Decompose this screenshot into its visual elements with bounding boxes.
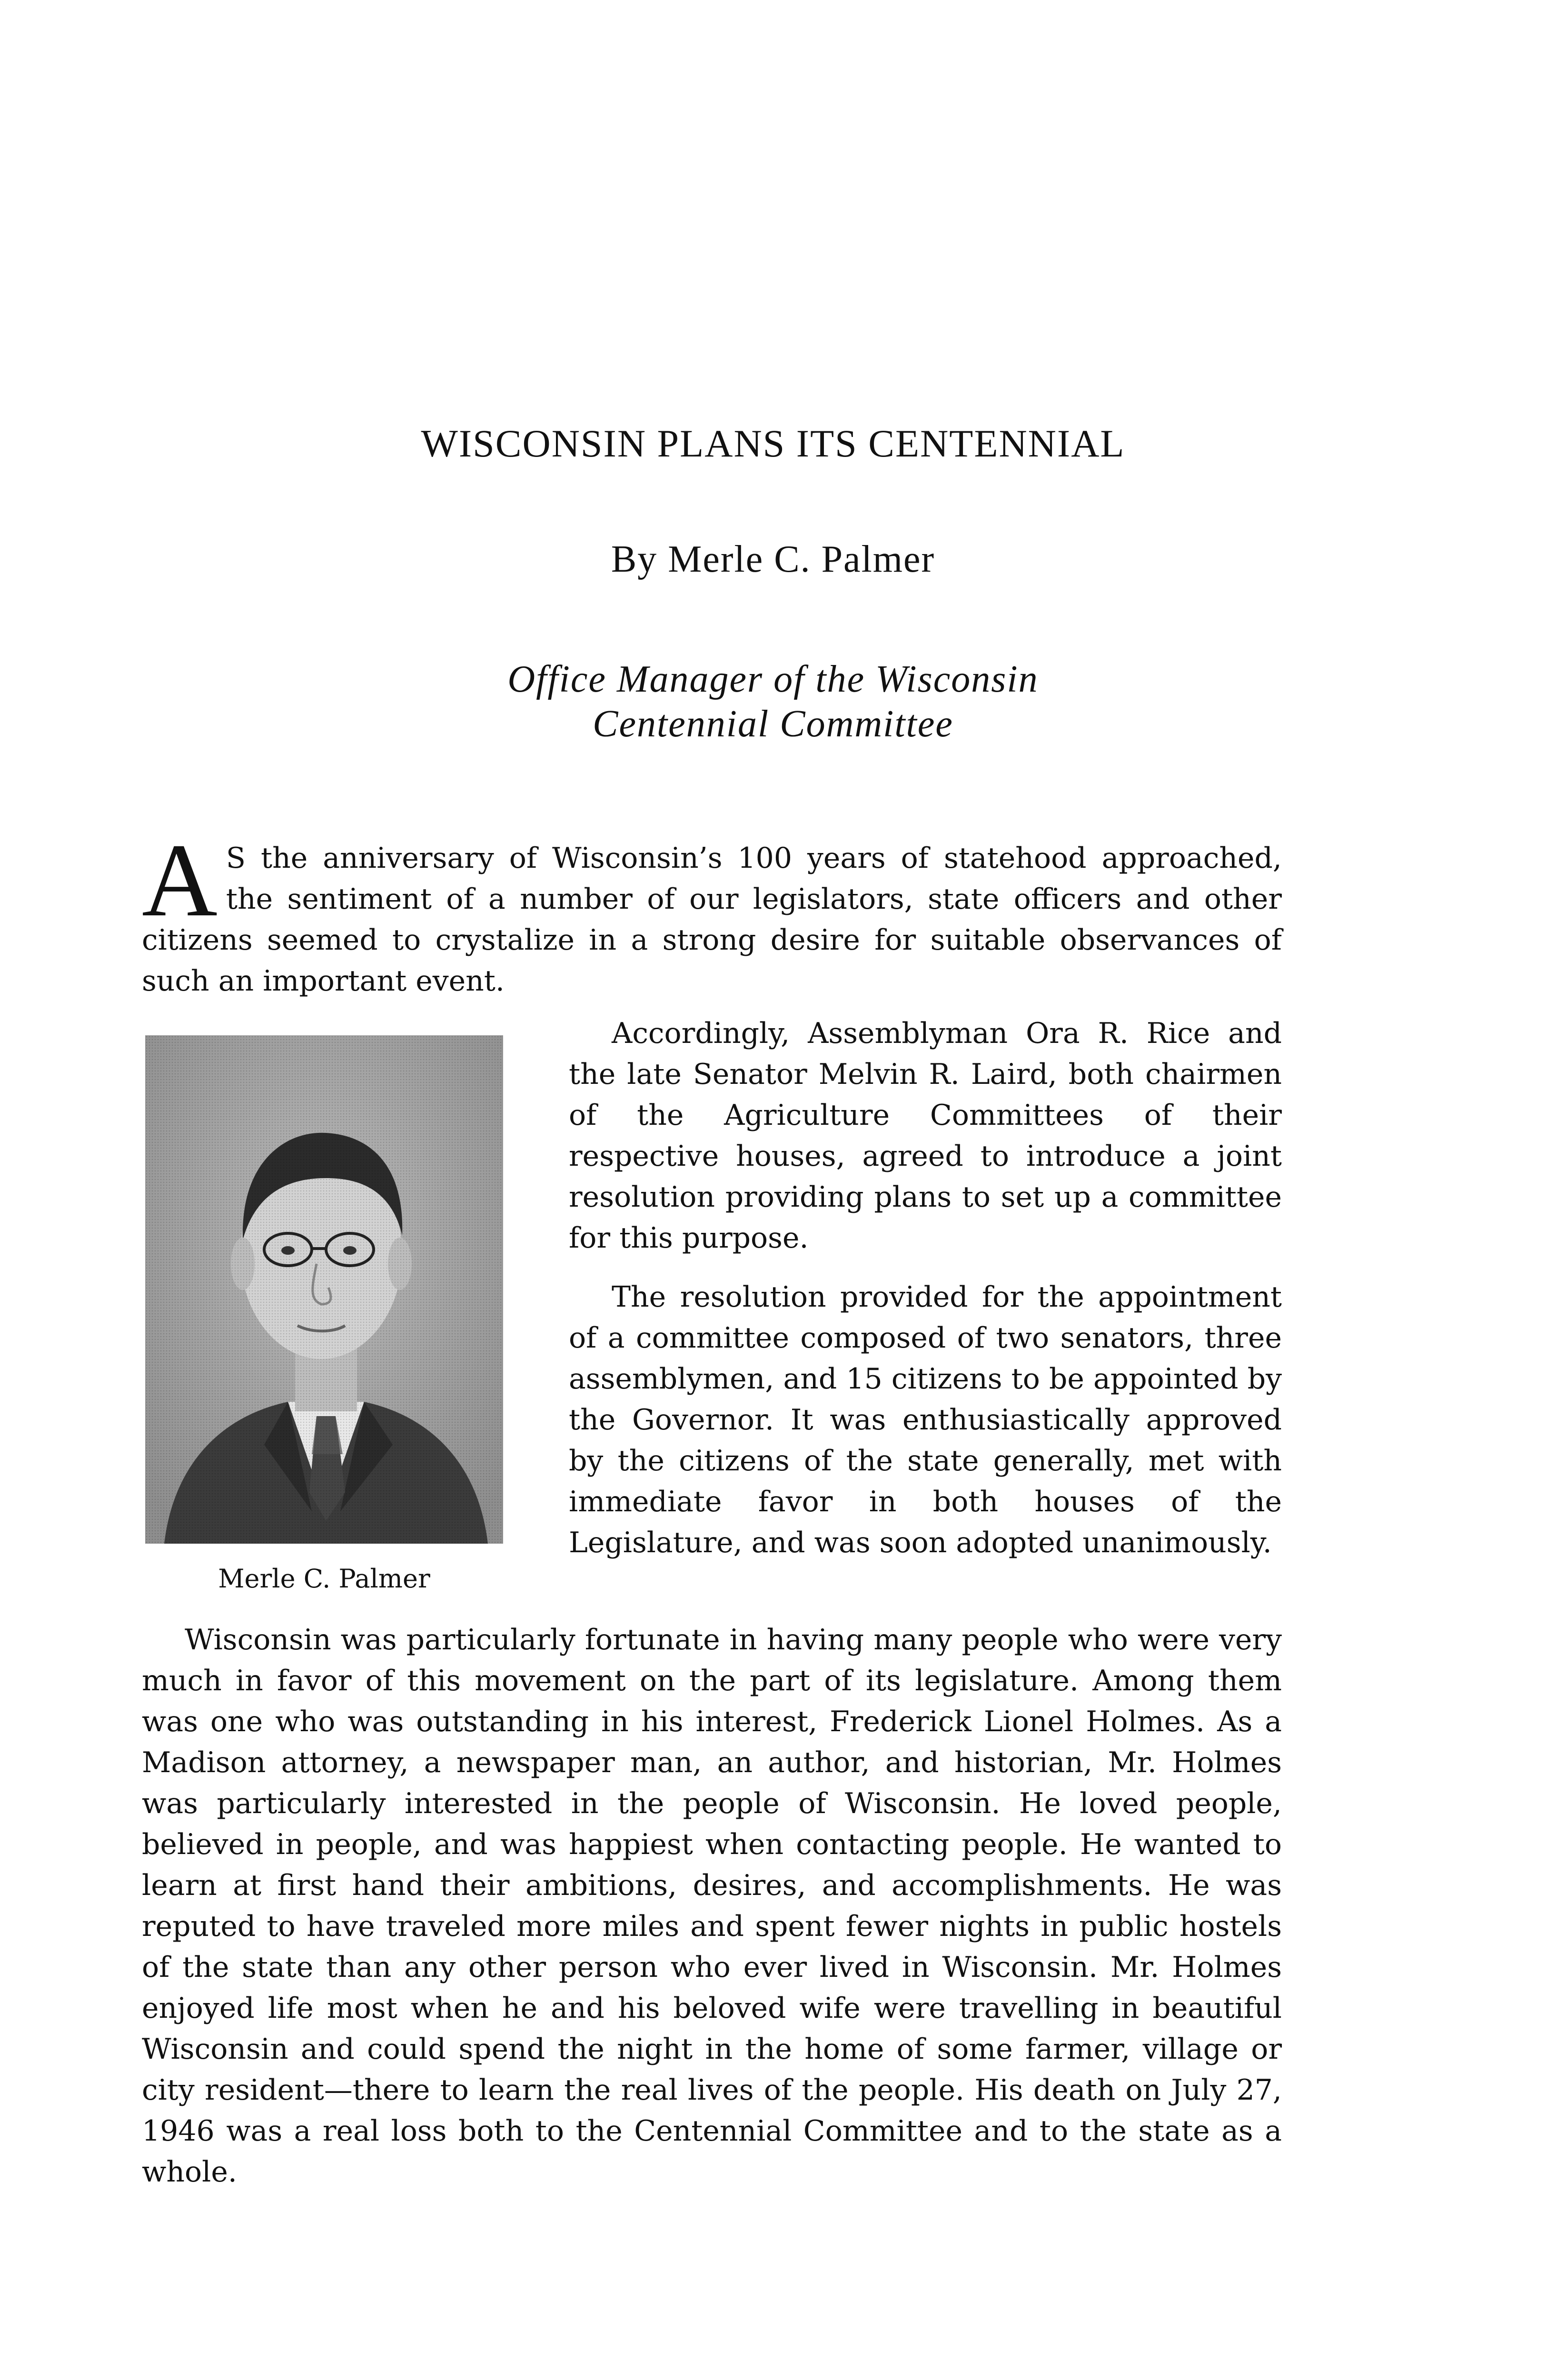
paragraph-resolution-details: The resolution provided for the appointment of a committee composed of two senators, three assemblymen, and 15 citizens to be appointed by the Governor. It was enthusiastically approved by the citizens of the state generally, met with immediate favor in both houses of the Legislature, and was soon adopted unanimously. [569, 1280, 1282, 1559]
article-byline: By Merle C. Palmer [611, 538, 935, 580]
paragraph-resolution-intro: Accordingly, Assemblyman Ora R. Rice and the late Senator Melvin R. Laird, both chairmen of the Agriculture Committees of their respective houses, agreed to introduce a joint resolution providing plans to set up a committee for this purpose. [569, 1017, 1282, 1255]
article-title: WISCONSIN PLANS ITS CENTENNIAL [421, 422, 1125, 465]
drop-cap: A [142, 822, 218, 938]
affiliation-line-2: Centennial Committee [593, 703, 953, 745]
affiliation-line-1: Office Manager of the Wisconsin [507, 658, 1039, 700]
author-affiliation [0, 657, 1546, 746]
author-portrait-photo [145, 1035, 503, 1544]
photo-caption: Merle C. Palmer [218, 1564, 430, 1594]
paragraph-holmes: Wisconsin was particularly fortunate in having many people who were very much in favor of this movement on the part of its legislature. Among them was one who was outstanding in his interest, Frederick Lionel Holmes. As a Madison attorney, a newspaper man, an author, and historian, Mr. Holmes was particularly interested in the people of Wisconsin. He loved people, believed in people, and was happiest when contacting people. He wanted to learn at first hand their ambitions, desires, and accomplishments. He was reputed to have traveled more miles and spent fewer nights in public hostels of the state than any other person who ever lived in Wisconsin. Mr. Holmes enjoyed life most when he and his beloved wife were travelling in beautiful Wisconsin and could spend the night in the home of some farmer, village or city resident—there to learn the real lives of the people. His death on July 27, 1946 was a real loss both to the Centennial Committee and to the state as a whole. [142, 1623, 1282, 2189]
paragraph-intro-text: S the anniversary of Wisconsin’s 100 years of statehood approached, the sentiment of a number of our legislators, state officers and other citizens seemed to crystalize in a strong desire for suitable observances of such an important event. [142, 842, 1282, 998]
paragraph-intro [142, 822, 1282, 1002]
